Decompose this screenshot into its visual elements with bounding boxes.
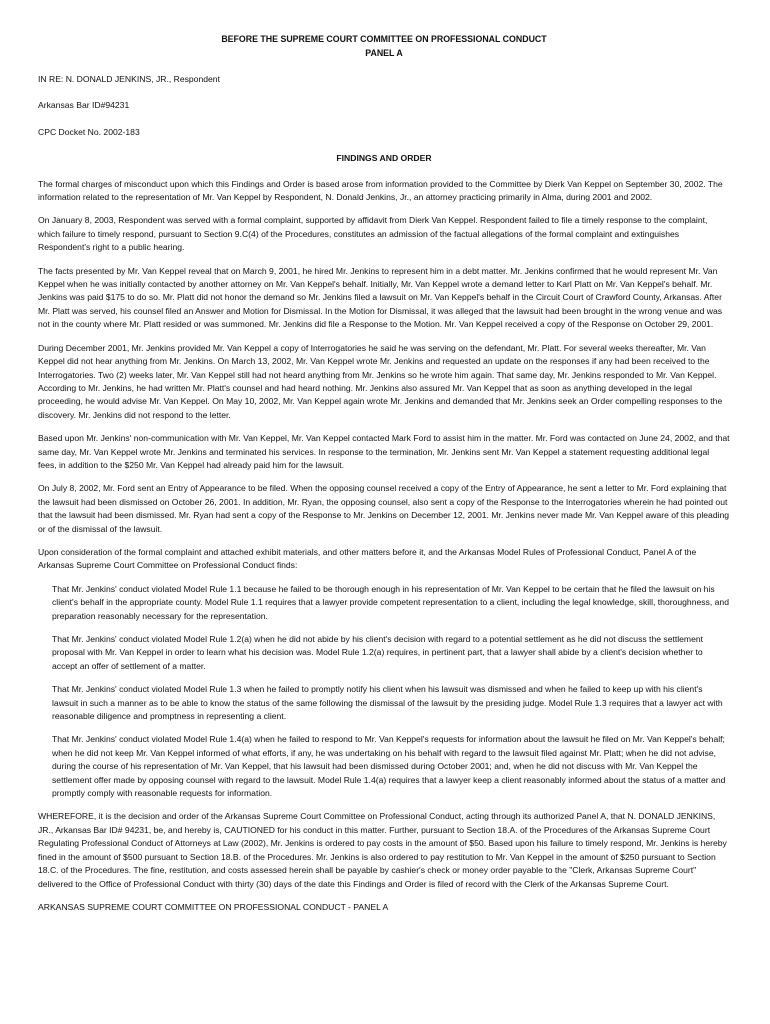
finding-rule-1-3: That Mr. Jenkins' conduct violated Model Rule 1.3 when he failed to promptly notify his client when his lawsuit was dismissed and when he failed to keep up with his client's lawsuit in such a manner as to be able to know the status of the same following the dismissal of the lawsuit by the presiding judge. Model Rule 1.3 requires that a lawyer act with reasonable diligence and promptness in representing a client. <box>52 684 723 722</box>
paragraph-background: The formal charges of misconduct upon which this Findings and Order is based arose from information provided to the Committee by Dierk Van Keppel on September 30, 2002. The information related to the representation of Mr. Van Keppel by Respondent, N. Donald Jenkins, Jr., an attorney practicing primarily in Alma, during 2001 and 2002. <box>38 178 723 203</box>
finding-rule-1-2a: That Mr. Jenkins' conduct violated Model Rule 1.2(a) when he did not abide by his client's decision with regard to a potential settlement as he did not discuss the settlement proposal with Mr. Van Keppel in order to learn what his decision was. Model Rule 1.2(a) requires, in pertinent part, that a lawyer shall abide by a client's decision whether to accept an offer of settlement of a matter. <box>52 634 704 671</box>
paragraph-facts: The facts presented by Mr. Van Keppel reveal that on March 9, 2001, he hired Mr. Jenkins to represent him in a debt matter. Mr. Jenkins confirmed that he would represent Mr. Van Keppel when he was initially contacted by another attorney on Mr. Van Keppel's behalf. Initially, Mr. Van Keppel wrote a demand letter to Karl Platt on Mr. Van Keppel's behalf. Mr. Jenkins was paid $175 to do so. Mr. Platt did not honor the demand so Mr. Jenkins filed a lawsuit on Mr. Van Keppel's behalf in the Circuit Court of Crawford County, Arkansas. After Mr. Platt was served, his counsel filed an Answer and Motion for Dismissal. In the Motion for Dismissal, it was alleged that the lawsuit had been brought in the wrong venue and was not in the county where Mr. Platt resided or was summoned. Mr. Jenkins did file a Response to the Motion. Mr. Van Keppel received a copy of the Response on October 29, 2001. <box>38 265 723 330</box>
panel-heading: PANEL A <box>365 48 403 58</box>
footer-committee: ARKANSAS SUPREME COURT COMMITTEE ON PROFESSIONAL CONDUCT - PANEL A <box>38 901 389 912</box>
in-re-line: IN RE: N. DONALD JENKINS, JR., Respondent <box>38 74 220 84</box>
finding-rule-1-4a: That Mr. Jenkins' conduct violated Model Rule 1.4(a) when he failed to respond to Mr. Van Keppel's requests for information about the lawsuit he filed on Mr. Van Keppel's behalf; when he did not keep Mr. Van Keppel informed of what efforts, if any, he was undertaking on his behalf with regard to the lawsuit filed against Mr. Platt; when he did not advise, during the course of his representation of Mr. Van Keppel, that his lawsuit had been dismissed during October 2001; and, when he did not discuss with Mr. Van Keppel the settlement offer made by opposing counsel with regard to the lawsuit. Model Rule 1.4(a) requires that a lawyer keep a client reasonably informed about the status of a matter and promptly comply with reasonable requests for information. <box>52 734 726 799</box>
order-paragraph: WHEREFORE, it is the decision and order of the Arkansas Supreme Court Committee on Professional Conduct, acting through its authorized Panel A, that N. DONALD JENKINS, JR., Arkansas Bar ID# 94231, be, and hereby is, CAUTIONED for his conduct in this matter. Further, pursuant to Section 18.A. of the Procedures of the Arkansas Supreme Court Regulating Professional Conduct of Attorneys at Law (2002), Mr. Jenkins is ordered to pay costs in the amount of $50. Based upon his failure to timely respond, Mr. Jenkins is hereby fined in the amount of $500 pursuant to Section 18.B. of the Procedures. Mr. Jenkins is also ordered to pay restitution to Mr. Van Keppel in the amount of $250 pursuant to Section 18.C. of the Procedures. The fine, restitution, and costs assessed herein shall be payable by cashier's check or money order payable to the "Clerk, Arkansas Supreme Court" delivered to the Office of Professional Conduct with thirty (30) days of the date this Findings and Order is filed of record with the Clerk of the Arkansas Supreme Court. <box>38 811 727 889</box>
finding-rule-1-1: That Mr. Jenkins' conduct violated Model Rule 1.1 because he failed to be thorough enough in his representation of Mr. Van Keppel to be certain that he filed the lawsuit on his client's behalf in the appropriate county. Model Rule 1.1 requires that a lawyer provide competent representation to a client, including the legal knowledge, skill, thoroughness, and preparation reasonably necessary for the representation. <box>52 583 729 621</box>
paragraph-consideration: Upon consideration of the formal complaint and attached exhibit materials, and other matters before it, and the Arkansas Model Rules of Professional Conduct, Panel A of the Arkansas Supreme Court Committee on Professional Conduct finds: <box>38 546 697 571</box>
paragraph-termination: Based upon Mr. Jenkins' non-communication with Mr. Van Keppel, Mr. Van Keppel contacted Mark Ford to assist him in the matter. Mr. Ford was contacted on June 24, 2002, and that same day, Mr. Van Keppel wrote Mr. Jenkins and terminated his services. In response to the termination, Mr. Jenkins sent Mr. Van Keppel a statement requesting additional legal fees, in addition to the $250 Mr. Van Keppel had already paid him for the lawsuit. <box>38 433 730 470</box>
document-page <box>38 32 730 914</box>
paragraph-service: On January 8, 2003, Respondent was served with a formal complaint, supported by affidavit from Dierk Van Keppel. Respondent failed to file a timely response to the complaint, which failure to timely respond, pursuant to Section 9.C(4) of the Procedures, constitutes an admission of the factual allegations of the formal complaint and extinguishes Respondent's right to a public hearing. <box>38 215 708 253</box>
paragraph-dismissal: On July 8, 2002, Mr. Ford sent an Entry of Appearance to be filed. When the opposing counsel received a copy of the Entry of Appearance, he sent a letter to Mr. Ford explaining that the lawsuit had been dismissed on October 26, 2001. In addition, Mr. Ryan, the opposing counsel, also sent a copy of the Response to the Interrogatories wherein he had pointed out that the lawsuit had been dismissed. Mr. Ryan had sent a copy of the Response to Mr. Jenkins on December 12, 2001. Mr. Jenkins never made Mr. Van Keppel aware of this pleading or of the dismissal of the lawsuit. <box>38 483 730 534</box>
case-info <box>38 73 730 139</box>
court-heading: BEFORE THE SUPREME COURT COMMITTEE ON PROFESSIONAL CONDUCT <box>221 34 547 44</box>
docket-line: CPC Docket No. 2002-183 <box>38 126 140 137</box>
bar-id-line: Arkansas Bar ID#94231 <box>38 100 130 111</box>
paragraph-interrogatories: During December 2001, Mr. Jenkins provided Mr. Van Keppel a copy of Interrogatories he said he was serving on the defendant, Mr. Platt. For several weeks thereafter, Mr. Van Keppel did not hear anything from Mr. Jenkins. On March 13, 2002, Mr. Van Keppel wrote Mr. Jenkins and requested an update on the responses if any had been received to the Interrogatories. Two (2) weeks later, Mr. Van Keppel still had not heard anything from Mr. Jenkins so he wrote him again. That same day, Mr. Jenkins responded to Mr. Van Keppel. According to Mr. Jenkins, he had written Mr. Platt's counsel and had heard nothing. Mr. Jenkins also assured Mr. Van Keppel that as soon as anything developed in the legal proceeding, he would advise Mr. Van Keppel. On May 10, 2002, Mr. Van Keppel again wrote Mr. Jenkins and demanded that Mr. Jenkins seek an Order compelling responses to the discovery. Mr. Jenkins did not respond to the letter. <box>38 342 723 420</box>
findings-title: FINDINGS AND ORDER <box>336 153 432 164</box>
